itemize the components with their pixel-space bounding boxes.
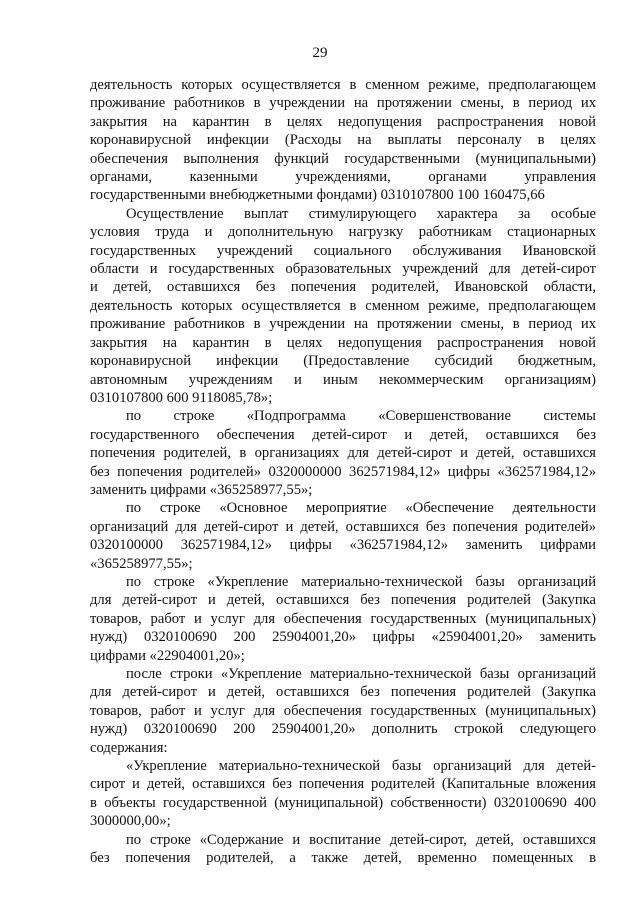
text-line: коронавирусной инфекции (Расходы на выплаты персоналу в целях — [90, 132, 596, 149]
text-line: для детей-сирот и детей, оставшихся без попечения родителей (Закупка — [90, 684, 596, 701]
text-line: после строки «Укрепление материально-технической базы организаций — [126, 666, 596, 682]
text-line: товаров, работ и услуг для обеспечения государственных (муниципальных) — [90, 610, 596, 627]
text-line: государственного обеспечения детей-сирот и детей, оставшихся без — [90, 426, 596, 443]
text-line: по строке «Содержание и воспитание детей-сирот, детей, оставшихся — [126, 831, 596, 848]
text-line: 0320100000 362571984,12» цифры «362571984,12» заменить цифрами — [90, 537, 596, 554]
page-number: 29 — [312, 45, 328, 61]
text-line: заменить цифрами «365258977,55»; — [90, 481, 313, 498]
text-line: проживание работников в учреждении на протяжении смены, в период их — [90, 316, 596, 333]
text-line: и детей, оставшихся без попечения родителей, Ивановской области, — [90, 279, 596, 296]
paragraph — [90, 499, 596, 573]
text-line: органами, казенными учреждениями, органами управления — [90, 169, 596, 186]
text-line: закрытия на карантин в целях недопущения распространения новой — [90, 334, 596, 351]
text-line: нужд) 0320100690 200 25904001,20» цифры «25904001,20» заменить — [90, 629, 596, 646]
text-line: 3000000,00»; — [90, 813, 171, 830]
text-line: 0310107800 600 9118085,78»; — [90, 389, 273, 406]
text-line: организаций для детей-сирот и детей, оставшихся без попечения родителей» — [90, 518, 596, 535]
text-line: Осуществление выплат стимулирующего характера за особые — [126, 205, 596, 222]
paragraph — [90, 573, 596, 665]
text-line: по строке «Укрепление материально-технической базы организаций — [126, 573, 596, 590]
text-line: автономным учреждениям и иным некоммерческим организациям) — [90, 371, 596, 388]
paragraph — [90, 205, 596, 407]
text-line: нужд) 0320100690 200 25904001,20» дополнить строкой следующего — [90, 721, 596, 738]
text-line: без попечения родителей» 0320000000 362571984,12» цифры «362571984,12» — [90, 463, 596, 480]
text-line: закрытия на карантин в целях недопущения распространения новой — [90, 113, 596, 130]
text-line: «Укрепление материально-технической базы организаций для детей- — [126, 758, 596, 775]
paragraph — [90, 76, 596, 205]
text-line: сирот и детей, оставшихся без попечения родителей (Капитальные вложения — [90, 776, 596, 793]
text-line: обеспечения выполнения функций государственными (муниципальными) — [90, 150, 596, 167]
text-line: для детей-сирот и детей, оставшихся без попечения родителей (Закупка — [90, 592, 596, 609]
text-line: деятельность которых осуществляется в сменном режиме, предполагающем — [90, 297, 596, 314]
document-body — [90, 76, 596, 867]
text-line: «365258977,55»; — [90, 555, 193, 572]
paragraph — [90, 665, 596, 757]
text-line: по строке «Основное мероприятие «Обеспечение деятельности — [126, 500, 596, 517]
text-line: условия труда и дополнительную нагрузку работникам стационарных — [90, 224, 596, 241]
text-line: проживание работников в учреждении на протяжении смены, в период их — [90, 95, 596, 112]
text-line: в объекты государственной (муниципальной) собственности) 0320100690 400 — [90, 794, 596, 811]
paragraph — [90, 831, 596, 868]
text-line: содержания: — [90, 739, 168, 756]
text-line: области и государственных образовательных учреждений для детей-сирот — [90, 261, 596, 278]
text-line: государственных учреждений социального обслуживания Ивановской — [90, 242, 596, 259]
paragraph — [90, 407, 596, 499]
text-line: коронавирусной инфекции (Предоставление субсидий бюджетным, — [90, 353, 596, 370]
text-line: деятельность которых осуществляется в сменном режиме, предполагающем — [90, 77, 596, 93]
text-line: государственными внебюджетными фондами) 0310107800 100 160475,66 — [90, 187, 545, 204]
text-line: попечения родителей, в организациях для детей-сирот и детей, оставшихся — [90, 445, 596, 462]
text-line: цифрами «22904001,20»; — [90, 647, 245, 664]
paragraph — [90, 757, 596, 831]
text-line: без попечения родителей, а также детей, временно помещенных в — [90, 850, 596, 867]
text-line: по строке «Подпрограмма «Совершенствование системы — [126, 408, 596, 425]
text-line: товаров, работ и услуг для обеспечения государственных (муниципальных) — [90, 702, 596, 719]
